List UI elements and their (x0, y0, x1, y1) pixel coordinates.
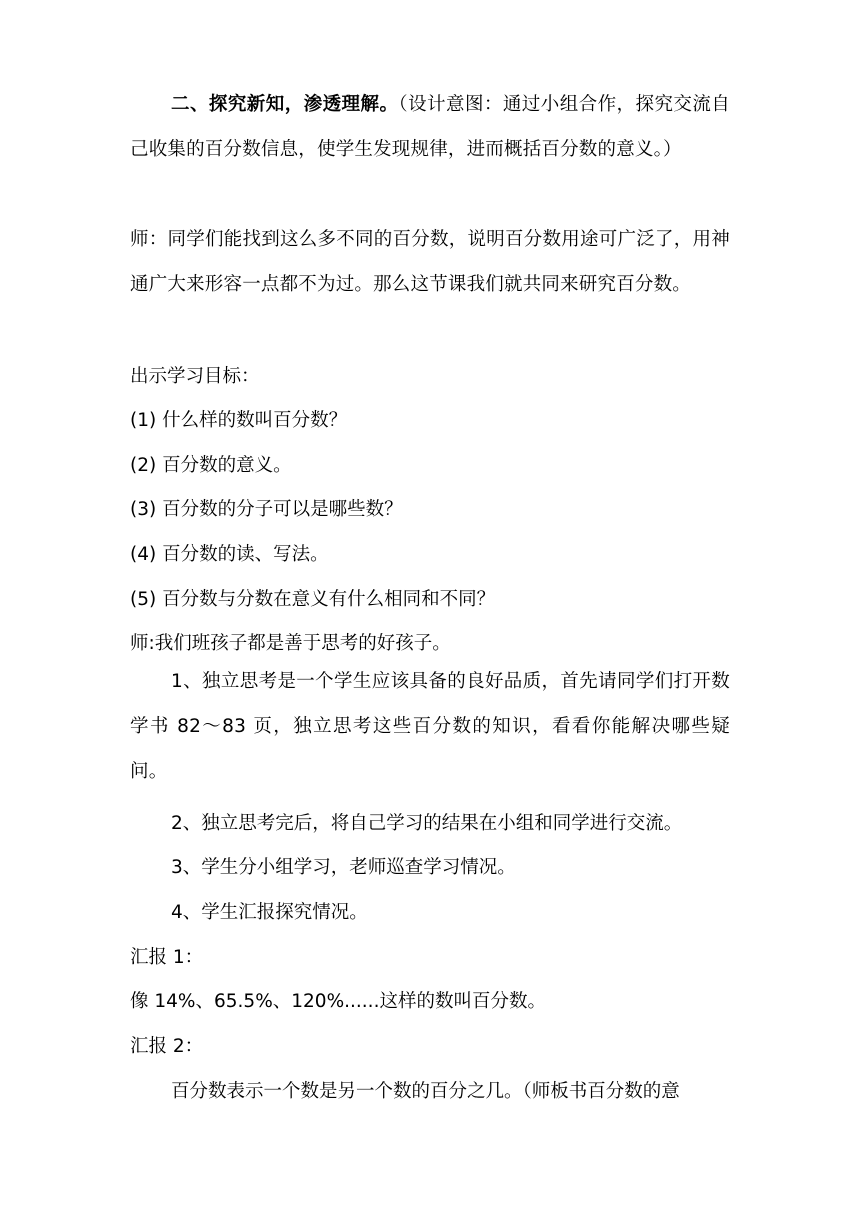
objective-item: (5) 百分数与分数在意义有什么相同和不同？ (130, 589, 496, 610)
objective-item: (1) 什么样的数叫百分数？ (130, 410, 348, 431)
teacher-intro-paragraph: 师：同学们能找到这么多不同的百分数，说明百分数用途可广泛了，用神通广大来形容一点都不为过。那么这节课我们就共同来研究百分数。 (130, 229, 730, 295)
report-content: 像 14%、65.5%、120%......这样的数叫百分数。 (130, 991, 546, 1012)
section-heading-note: （设计意图：通过小组合作，探究交流自己收集的百分数信息，使学生发现规律，进而概括百分数的意义。） (130, 94, 730, 160)
step-item: 3、学生分小组学习，老师巡查学习情况。 (171, 857, 516, 878)
section-heading-title: 二、探究新知，渗透理解。 (171, 94, 399, 115)
step-item: 1、独立思考是一个学生应该具备的良好品质，首先请同学们打开数学书 82～83 页，独立思考这些百分数的知识，看看你能解决哪些疑问。 (130, 671, 730, 782)
report-content: 百分数表示一个数是另一个数的百分之几。（师板书百分数的意 (171, 1081, 680, 1102)
objective-item: (2) 百分数的意义。 (130, 455, 292, 476)
teacher-praise: 师:我们班孩子都是善于思考的好孩子。 (130, 633, 451, 654)
objective-item: (4) 百分数的读、写法。 (130, 544, 329, 565)
report-label: 汇报 2： (130, 1036, 204, 1057)
objective-item: (3) 百分数的分子可以是哪些数？ (130, 499, 403, 520)
step-item: 4、学生汇报探究情况。 (171, 902, 368, 923)
report-label: 汇报 1： (130, 947, 204, 968)
section-heading-paragraph (130, 82, 730, 172)
step-item: 2、独立思考完后，将自己学习的结果在小组和同学进行交流。 (171, 813, 683, 834)
objectives-heading: 出示学习目标： (130, 366, 260, 387)
